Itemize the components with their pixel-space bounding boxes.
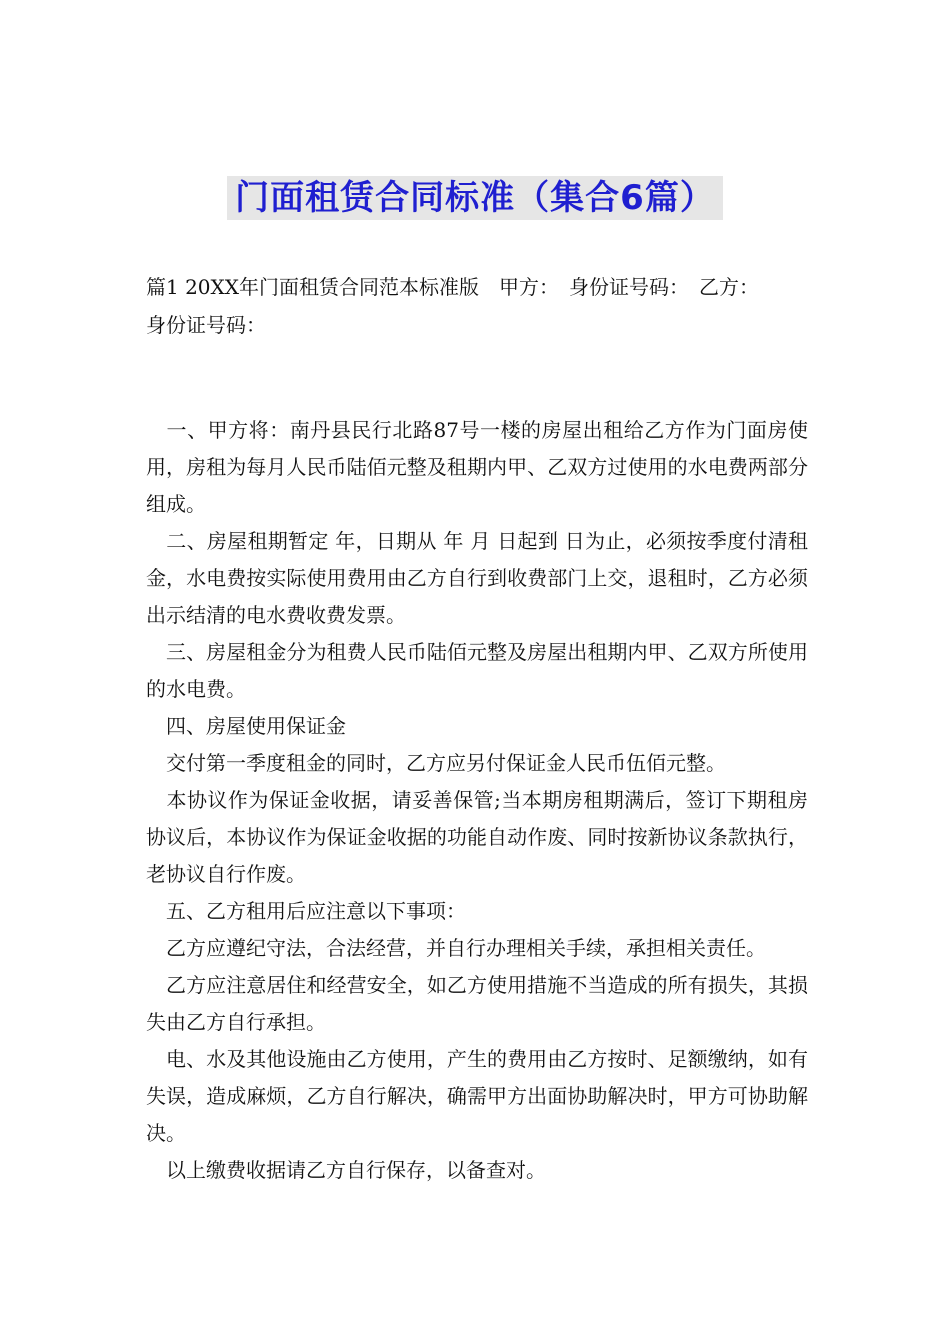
paragraph: 乙方应注意居住和经营安全，如乙方使用措施不当造成的所有损失，其损失由乙方自行承担。 [146, 973, 808, 1034]
title-container [0, 176, 950, 220]
document-body [146, 412, 808, 1189]
paragraph: 乙方应遵纪守法，合法经营，并自行办理相关手续，承担相关责任。 [146, 936, 766, 960]
paragraph: 交付第一季度租金的同时，乙方应另付保证金人民币伍佰元整。 [146, 751, 726, 775]
paragraph: 三、房屋租金分为租费人民币陆佰元整及房屋出租期内甲、乙双方所使用的水电费。 [146, 640, 808, 701]
document-title: 门面租赁合同标准（集合6篇） [227, 176, 723, 220]
paragraph: 二、房屋租期暂定 年，日期从 年 月 日起到 日为止，必须按季度付清租金，水电费按实际使用费用由乙方自行到收费部门上交，退租时，乙方必须出示结清的电水费收费发票。 [146, 529, 808, 627]
paragraph: 电、水及其他设施由乙方使用，产生的费用由乙方按时、足额缴纳，如有失误，造成麻烦，乙方自行解决，确需甲方出面协助解决时，甲方可协助解决。 [146, 1047, 808, 1145]
paragraph: 本协议作为保证金收据，请妥善保管;当本期房租期满后，签订下期租房协议后，本协议作为保证金收据的功能自动作废、同时按新协议条款执行，老协议自行作废。 [146, 788, 808, 886]
paragraph: 一、甲方将：南丹县民行北路87号一楼的房屋出租给乙方作为门面房使用，房租为每月人民币陆佰元整及租期内甲、乙双方过使用的水电费两部分组成。 [146, 418, 808, 516]
paragraph: 五、乙方租用后应注意以下事项： [146, 899, 466, 923]
paragraph: 四、房屋使用保证金 [146, 714, 346, 738]
paragraph: 以上缴费收据请乙方自行保存，以备查对。 [146, 1158, 546, 1182]
document-header [146, 268, 806, 344]
header-line-1: 篇1 20XX年门面租赁合同范本标准版 甲方： 身份证号码： 乙方： [146, 275, 760, 299]
header-line-2: 身份证号码： [146, 313, 266, 337]
